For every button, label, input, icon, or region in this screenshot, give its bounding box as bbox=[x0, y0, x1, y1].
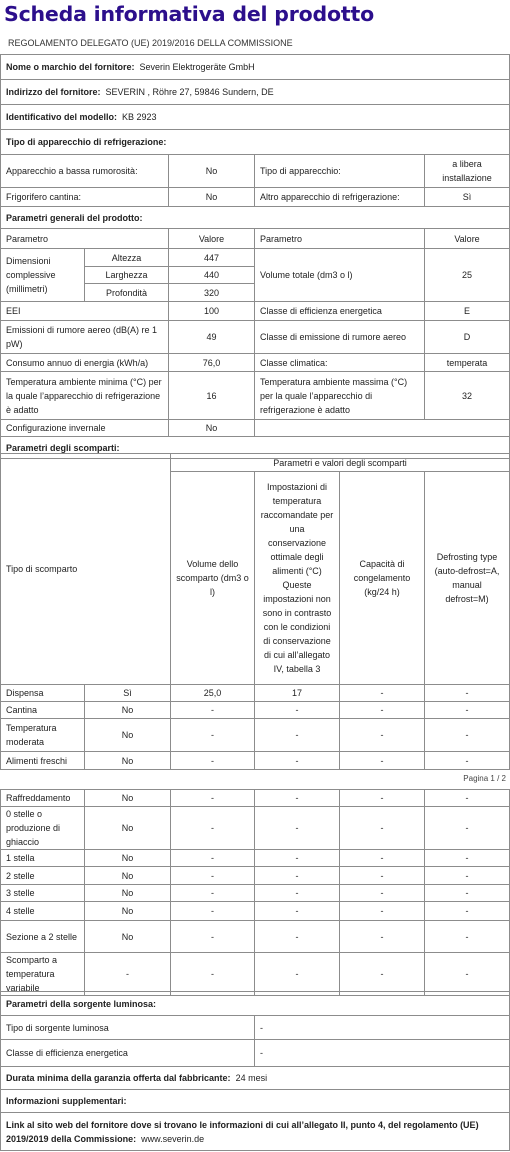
compartment-present-cell: No bbox=[85, 807, 171, 850]
eei-value: 100 bbox=[169, 302, 255, 321]
general-table bbox=[0, 54, 510, 459]
compartment-present-cell: No bbox=[85, 752, 171, 770]
compartment-name-cell: 3 stelle bbox=[1, 885, 85, 902]
value-header-right: Valore bbox=[425, 229, 510, 249]
compartment-volume-cell: - bbox=[171, 790, 255, 807]
compartment-type-header: Tipo di scomparto bbox=[1, 454, 171, 685]
light-type-label: Tipo di sorgente luminosa bbox=[1, 1016, 255, 1040]
compartment-row bbox=[1, 685, 510, 702]
compartment-name-cell: Temperatura moderata bbox=[1, 719, 85, 752]
compartment-volume-cell: - bbox=[171, 719, 255, 752]
compartment-present-cell: No bbox=[85, 850, 171, 867]
wine-cellar-label: Frigorifero cantina: bbox=[1, 188, 169, 207]
wine-cellar-value: No bbox=[169, 188, 255, 207]
appliance-type-value: a libera installazione bbox=[425, 155, 510, 188]
energy-class-value: E bbox=[425, 302, 510, 321]
light-type-row bbox=[1, 1016, 510, 1040]
depth-label: Profondità bbox=[85, 284, 169, 302]
compartment-temp-cell: - bbox=[255, 702, 340, 719]
compartment-temp-cell: - bbox=[255, 902, 340, 921]
compartment-name-cell: 4 stelle bbox=[1, 902, 85, 921]
compartment-row bbox=[1, 702, 510, 719]
climate-value: temperata bbox=[425, 354, 510, 372]
compartment-defrost-cell: - bbox=[425, 953, 510, 996]
compartment-temp-cell: - bbox=[255, 885, 340, 902]
defrost-column-header: Defrosting type (auto-defrost=A, manual defrost=M) bbox=[425, 472, 510, 685]
model-label: Identificativo del modello: bbox=[6, 112, 118, 122]
value-header-left: Valore bbox=[169, 229, 255, 249]
light-heading: Parametri della sorgente luminosa: bbox=[1, 992, 510, 1016]
website-row bbox=[1, 1113, 510, 1151]
compartment-defrost-cell: - bbox=[425, 850, 510, 867]
compartment-freeze-cell: - bbox=[340, 685, 425, 702]
param-header-right: Parametro bbox=[255, 229, 425, 249]
compartment-volume-cell: - bbox=[171, 953, 255, 996]
supplier-name: Severin Elektrogeräte GmbH bbox=[139, 62, 255, 72]
volume-label: Volume totale (dm3 o l) bbox=[255, 249, 425, 302]
width-label: Larghezza bbox=[85, 267, 169, 284]
compartment-present-cell: No bbox=[85, 702, 171, 719]
model-row bbox=[1, 105, 510, 130]
winter-row bbox=[1, 420, 510, 437]
compartment-present-cell: Sì bbox=[85, 685, 171, 702]
noise-row bbox=[1, 321, 510, 354]
general-heading: Parametri generali del prodotto: bbox=[1, 207, 510, 229]
compartment-defrost-cell: - bbox=[425, 807, 510, 850]
max-temp-label: Temperatura ambiente massima (°C) per la quale l’apparecchio di refrigerazione è adatto bbox=[255, 372, 425, 420]
model-id: KB 2923 bbox=[122, 112, 157, 122]
supplier-website-link[interactable]: www.severin.de bbox=[141, 1133, 205, 1144]
param-header-row bbox=[1, 229, 510, 249]
compartment-volume-cell: - bbox=[171, 752, 255, 770]
low-noise-row bbox=[1, 155, 510, 188]
compartment-volume-cell: - bbox=[171, 885, 255, 902]
warranty-row bbox=[1, 1067, 510, 1090]
compartment-defrost-cell: - bbox=[425, 867, 510, 885]
param-header-left: Parametro bbox=[1, 229, 169, 249]
warranty-label: Durata minima della garanzia offerta dal fabbricante: bbox=[6, 1073, 231, 1083]
compartment-present-cell: No bbox=[85, 790, 171, 807]
compartment-row bbox=[1, 902, 510, 921]
compartment-row bbox=[1, 850, 510, 867]
compartment-volume-cell: - bbox=[171, 921, 255, 953]
compartment-temp-cell: - bbox=[255, 719, 340, 752]
compartment-present-cell: No bbox=[85, 921, 171, 953]
appliance-type-label: Tipo di apparecchio: bbox=[255, 155, 425, 188]
consumption-row bbox=[1, 354, 510, 372]
winter-empty bbox=[255, 420, 510, 437]
compartment-defrost-cell: - bbox=[425, 921, 510, 953]
compartment-freeze-cell: - bbox=[340, 850, 425, 867]
compartment-freeze-cell: - bbox=[340, 902, 425, 921]
consumption-value: 76,0 bbox=[169, 354, 255, 372]
compartment-temp-cell: - bbox=[255, 867, 340, 885]
compartment-row bbox=[1, 921, 510, 953]
light-class-row bbox=[1, 1040, 510, 1067]
winter-label: Configurazione invernale bbox=[1, 420, 169, 437]
additional-heading: Informazioni supplementari: bbox=[1, 1090, 510, 1113]
compartment-freeze-cell: - bbox=[340, 921, 425, 953]
supplier-address-label: Indirizzo del fornitore: bbox=[6, 87, 101, 97]
compartment-present-cell: - bbox=[85, 953, 171, 996]
compartment-present-cell: No bbox=[85, 867, 171, 885]
compartment-name-cell: 2 stelle bbox=[1, 867, 85, 885]
website-label: Link al sito web del fornitore dove si trovano le informazioni di cui all’allegato II, punto 4, del regolamento (UE) 2019/2019 della Commissione: bbox=[6, 1119, 479, 1144]
page-title: Scheda informativa del prodotto bbox=[4, 2, 374, 26]
compartment-row bbox=[1, 807, 510, 850]
light-class-value: - bbox=[255, 1040, 510, 1067]
compartment-volume-cell: 25,0 bbox=[171, 685, 255, 702]
appliance-heading: Tipo di apparecchio di refrigerazione: bbox=[1, 130, 510, 155]
compartment-name-cell: Sezione a 2 stelle bbox=[1, 921, 85, 953]
height-value: 447 bbox=[169, 249, 255, 267]
supplier-name-row bbox=[1, 55, 510, 80]
winter-value: No bbox=[169, 420, 255, 437]
compartment-temp-cell: - bbox=[255, 790, 340, 807]
noise-class-value: D bbox=[425, 321, 510, 354]
compartment-freeze-cell: - bbox=[340, 790, 425, 807]
dimensions-label: Dimensioni complessive (millimetri) bbox=[1, 249, 85, 302]
wine-cellar-row bbox=[1, 188, 510, 207]
width-value: 440 bbox=[169, 267, 255, 284]
compartments-table-page2 bbox=[0, 789, 510, 996]
light-class-label: Classe di efficienza energetica bbox=[1, 1040, 255, 1067]
light-type-value: - bbox=[255, 1016, 510, 1040]
eei-row bbox=[1, 302, 510, 321]
depth-value: 320 bbox=[169, 284, 255, 302]
additional-heading-row bbox=[1, 1090, 510, 1113]
additional-table bbox=[0, 991, 510, 1151]
compartment-name-cell: 1 stella bbox=[1, 850, 85, 867]
compartment-header-row bbox=[1, 454, 510, 472]
compartment-volume-cell: - bbox=[171, 850, 255, 867]
compartment-name-cell: Alimenti freschi bbox=[1, 752, 85, 770]
compartment-temp-cell: - bbox=[255, 953, 340, 996]
compartment-freeze-cell: - bbox=[340, 752, 425, 770]
compartment-volume-cell: - bbox=[171, 807, 255, 850]
compartment-freeze-cell: - bbox=[340, 867, 425, 885]
compartment-row bbox=[1, 867, 510, 885]
compartment-present-cell: No bbox=[85, 902, 171, 921]
compartment-temp-cell: 17 bbox=[255, 685, 340, 702]
compartment-present-cell: No bbox=[85, 719, 171, 752]
min-temp-value: 16 bbox=[169, 372, 255, 420]
compartment-defrost-cell: - bbox=[425, 885, 510, 902]
compartment-freeze-cell: - bbox=[340, 719, 425, 752]
volume-value: 25 bbox=[425, 249, 510, 302]
noise-class-label: Classe di emissione di rumore aereo bbox=[255, 321, 425, 354]
compartment-temp-cell: - bbox=[255, 850, 340, 867]
general-heading-row bbox=[1, 207, 510, 229]
energy-class-label: Classe di efficienza energetica bbox=[255, 302, 425, 321]
temperature-row bbox=[1, 372, 510, 420]
compartment-defrost-cell: - bbox=[425, 790, 510, 807]
freezing-column-header: Capacità di congelamento (kg/24 h) bbox=[340, 472, 425, 685]
compartment-row bbox=[1, 752, 510, 770]
compartment-freeze-cell: - bbox=[340, 807, 425, 850]
other-appliance-value: Sì bbox=[425, 188, 510, 207]
compartment-row bbox=[1, 790, 510, 807]
compartments-table-page1 bbox=[0, 453, 510, 770]
max-temp-value: 32 bbox=[425, 372, 510, 420]
compartment-volume-cell: - bbox=[171, 902, 255, 921]
compartment-defrost-cell: - bbox=[425, 702, 510, 719]
supplier-address-row bbox=[1, 80, 510, 105]
compartment-temp-cell: - bbox=[255, 807, 340, 850]
consumption-label: Consumo annuo di energia (kWh/a) bbox=[1, 354, 169, 372]
compartment-group-header: Parametri e valori degli scomparti bbox=[171, 454, 510, 472]
compartment-defrost-cell: - bbox=[425, 685, 510, 702]
height-label: Altezza bbox=[85, 249, 169, 267]
eei-label: EEI bbox=[1, 302, 169, 321]
compartment-defrost-cell: - bbox=[425, 902, 510, 921]
compartment-present-cell: No bbox=[85, 885, 171, 902]
regulation-subtitle: REGOLAMENTO DELEGATO (UE) 2019/2016 DELLA COMMISSIONE bbox=[8, 38, 293, 48]
low-noise-value: No bbox=[169, 155, 255, 188]
compartment-row bbox=[1, 953, 510, 996]
compartment-freeze-cell: - bbox=[340, 953, 425, 996]
min-temp-label: Temperatura ambiente minima (°C) per la quale l’apparecchio di refrigerazione è adatto bbox=[1, 372, 169, 420]
low-noise-label: Apparecchio a bassa rumorosità: bbox=[1, 155, 169, 188]
compartment-volume-cell: - bbox=[171, 867, 255, 885]
volume-column-header: Volume dello scomparto (dm3 o l) bbox=[171, 472, 255, 685]
noise-label: Emissioni di rumore aereo (dB(A) re 1 pW) bbox=[1, 321, 169, 354]
appliance-heading-row bbox=[1, 130, 510, 155]
compartment-name-cell: 0 stelle o produzione di ghiaccio bbox=[1, 807, 85, 850]
climate-label: Classe climatica: bbox=[255, 354, 425, 372]
compartment-freeze-cell: - bbox=[340, 885, 425, 902]
compartment-defrost-cell: - bbox=[425, 719, 510, 752]
noise-value: 49 bbox=[169, 321, 255, 354]
compartment-name-cell: Dispensa bbox=[1, 685, 85, 702]
page-number: Pagina 1 / 2 bbox=[463, 774, 506, 783]
light-heading-row bbox=[1, 992, 510, 1016]
compartment-row bbox=[1, 885, 510, 902]
supplier-address: SEVERIN , Röhre 27, 59846 Sundern, DE bbox=[105, 87, 274, 97]
compartments-heading: Parametri degli scomparti: bbox=[1, 437, 510, 459]
compartment-name-cell: Raffreddamento bbox=[1, 790, 85, 807]
compartment-name-cell: Scomparto a temperatura variabile bbox=[1, 953, 85, 996]
compartment-volume-cell: - bbox=[171, 702, 255, 719]
compartment-defrost-cell: - bbox=[425, 752, 510, 770]
other-appliance-label: Altro apparecchio di refrigerazione: bbox=[255, 188, 425, 207]
height-row bbox=[1, 249, 510, 267]
compartment-temp-cell: - bbox=[255, 752, 340, 770]
compartment-temp-cell: - bbox=[255, 921, 340, 953]
temperature-column-header: Impostazioni di temperatura raccomandate per una conservazione ottimale degli alimenti (°C) Queste impostazioni non sono in contrasto con le condizioni di conservazione di cui all’allegato IV, tabella 3 bbox=[255, 472, 340, 685]
supplier-name-label: Nome o marchio del fornitore: bbox=[6, 62, 135, 72]
warranty-value: 24 mesi bbox=[235, 1073, 268, 1083]
compartment-freeze-cell: - bbox=[340, 702, 425, 719]
compartment-name-cell: Cantina bbox=[1, 702, 85, 719]
compartment-row bbox=[1, 719, 510, 752]
